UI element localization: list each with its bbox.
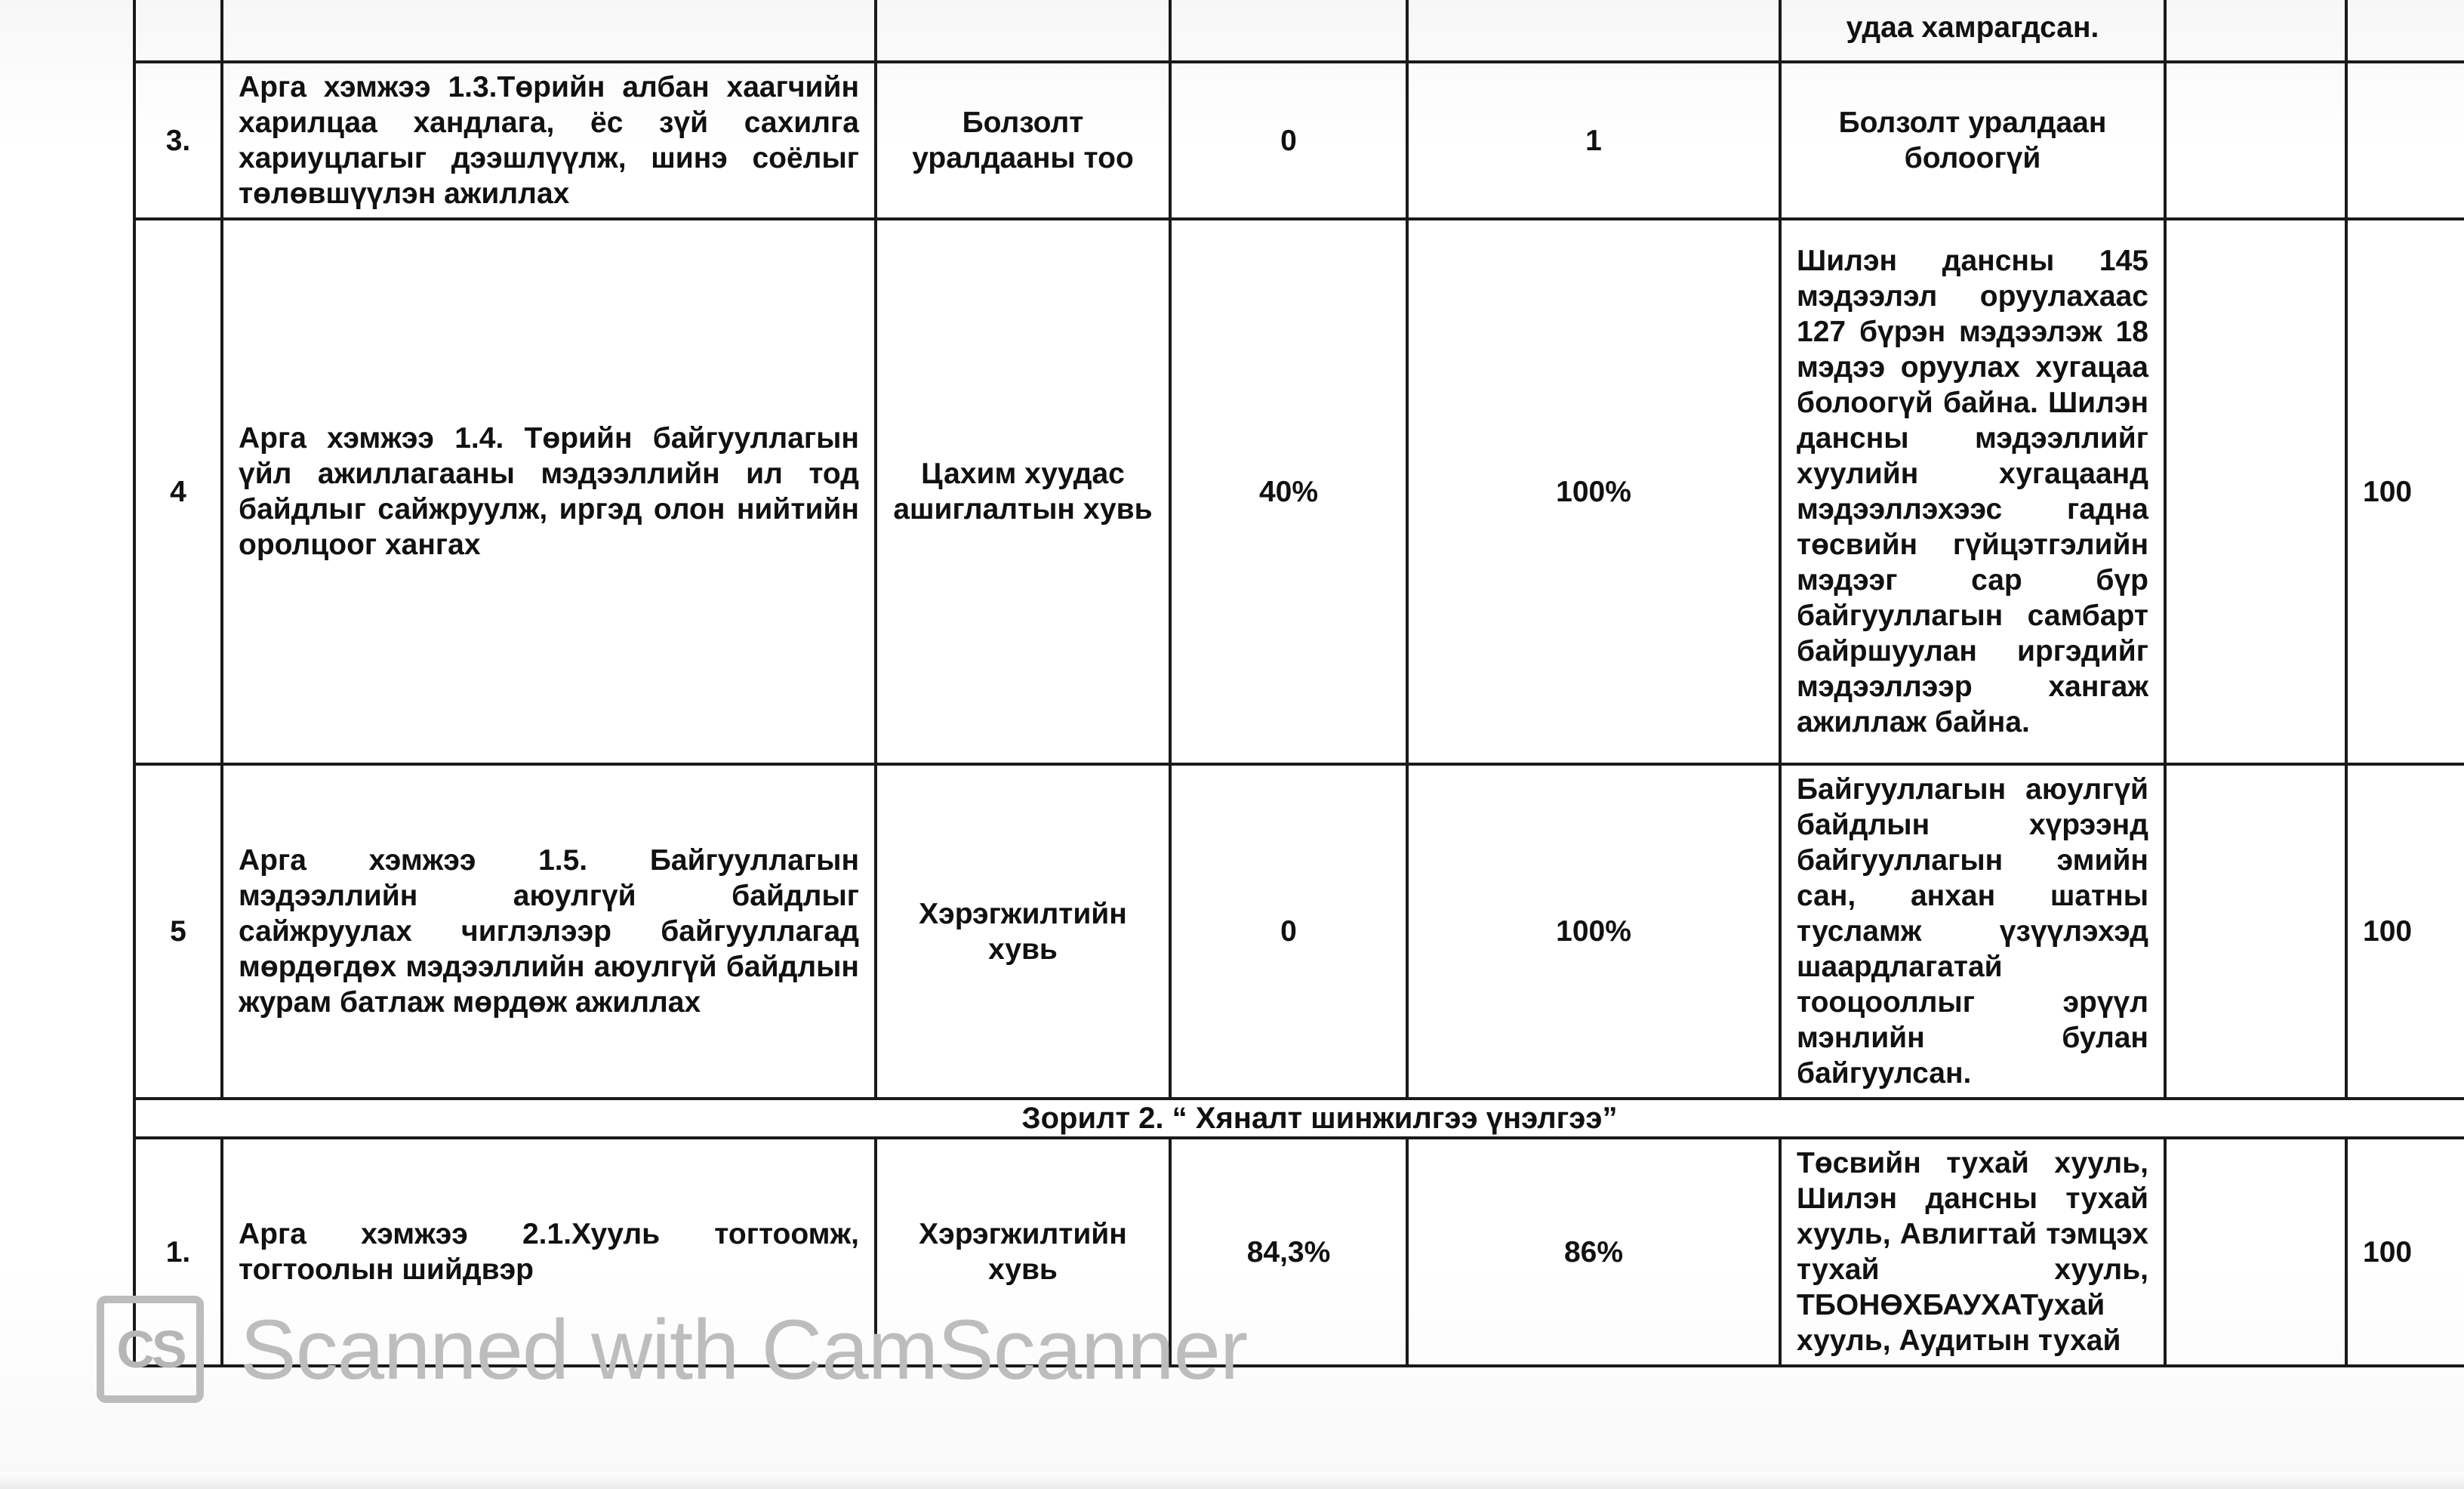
score-cell: 100 bbox=[2346, 219, 2464, 764]
indicator-cell: Хэрэгжилтийн хувь bbox=[876, 1138, 1170, 1366]
baseline-cell: 40% bbox=[1170, 219, 1407, 764]
target-cell: 1 bbox=[1407, 62, 1780, 219]
camscanner-logo-icon: CS bbox=[97, 1296, 204, 1403]
watermark-text: Scanned with CamScanner bbox=[240, 1302, 1248, 1397]
table-row-previous bbox=[134, 0, 2464, 62]
baseline-cell: 0 bbox=[1170, 764, 1407, 1099]
cell-measure bbox=[222, 0, 876, 62]
baseline-cell: 0 bbox=[1170, 62, 1407, 219]
score-cell: 100 bbox=[2346, 764, 2464, 1099]
page-bottom-edge bbox=[0, 1472, 2464, 1489]
measure-cell: Арга хэмжээ 2.1.Хууль тогтоомж, тогтоолын шийдвэр bbox=[222, 1138, 876, 1366]
blank-cell bbox=[2165, 62, 2346, 219]
status-cell: Байгууллагын аюулгүй байдлын хүрээнд байгууллагын эмийн сан, анхан шатны тусламж үзүүлэхэд шаардлагатай тооцооллыг эрүүл мэнлийн булан байгуулсан. bbox=[1780, 764, 2165, 1099]
table-row bbox=[134, 219, 2464, 764]
score-cell: 100 bbox=[2346, 1138, 2464, 1366]
camscanner-watermark bbox=[97, 1293, 1247, 1406]
cell-baseline bbox=[1170, 0, 1407, 62]
measure-cell: Арга хэмжээ 1.5. Байгууллагын мэдээллийн аюулгүй байдлыг сайжруулах чиглэлээр байгууллагад мөрдөгдөх мэдээллийн аюулгүй байдлын журам батлаж мөрдөж ажиллах bbox=[222, 764, 876, 1099]
table-row bbox=[134, 62, 2464, 219]
row-number: 4 bbox=[134, 219, 222, 764]
goal-heading: Зорилт 2. “ Хяналт шинжилгээ үнэлгээ” bbox=[134, 1099, 2464, 1138]
cell-number bbox=[134, 0, 222, 62]
status-cell: Төсвийн тухай хууль, Шилэн дансны тухай хууль, Авлигтай тэмцэх тухай хууль, ТБОНӨХБАУХАТухай хууль, Аудитын тухай bbox=[1780, 1138, 2165, 1366]
baseline-cell: 84,3% bbox=[1170, 1138, 1407, 1366]
status-cell: Шилэн дансны 145 мэдээлэл оруулахаас 127 бүрэн мэдээлэж 18 мэдээ оруулах хугацаа болоогүй байна. Шилэн дансны мэдээллийг хуулийн хугацаанд мэдээллэхээс гадна төсвийн гүйцэтгэлийн мэдээг сар бүр байгууллагын самбарт байршуулан иргэдийг мэдээллээр хангаж ажиллаж байна. bbox=[1780, 219, 2165, 764]
target-cell: 86% bbox=[1407, 1138, 1780, 1366]
measure-cell: Арга хэмжээ 1.4. Төрийн байгууллагын үйл ажиллагааны мэдээллийн ил тод байдлыг сайжруулж, иргэд олон нийтийн оролцоог хангах bbox=[222, 219, 876, 764]
target-cell: 100% bbox=[1407, 764, 1780, 1099]
row-number: 3. bbox=[134, 62, 222, 219]
goal-heading-row bbox=[134, 1099, 2464, 1138]
blank-cell bbox=[2165, 1138, 2346, 1366]
score-cell bbox=[2346, 62, 2464, 219]
target-cell: 100% bbox=[1407, 219, 1780, 764]
measure-cell: Арга хэмжээ 1.3.Төрийн албан хаагчийн харилцаа хандлага, ёс зүй сахилга хариуцлагыг дээшлүүлж, шинэ соёлыг төлөвшүүлэн ажиллах bbox=[222, 62, 876, 219]
plan-table bbox=[133, 0, 2464, 1367]
table-row bbox=[134, 764, 2464, 1099]
blank-cell bbox=[2165, 219, 2346, 764]
indicator-cell: Цахим хуудас ашиглалтын хувь bbox=[876, 219, 1170, 764]
cell-status: удаа хамрагдсан. bbox=[1780, 0, 2165, 62]
cell-target bbox=[1407, 0, 1780, 62]
row-number: 1. bbox=[134, 1138, 222, 1366]
indicator-cell: Болзолт уралдааны тоо bbox=[876, 62, 1170, 219]
cell-score bbox=[2346, 0, 2464, 62]
blank-cell bbox=[2165, 764, 2346, 1099]
cell-score-blank bbox=[2165, 0, 2346, 62]
row-number: 5 bbox=[134, 764, 222, 1099]
indicator-cell: Хэрэгжилтийн хувь bbox=[876, 764, 1170, 1099]
cell-indicator bbox=[876, 0, 1170, 62]
status-cell: Болзолт уралдаан болоогүй bbox=[1780, 62, 2165, 219]
